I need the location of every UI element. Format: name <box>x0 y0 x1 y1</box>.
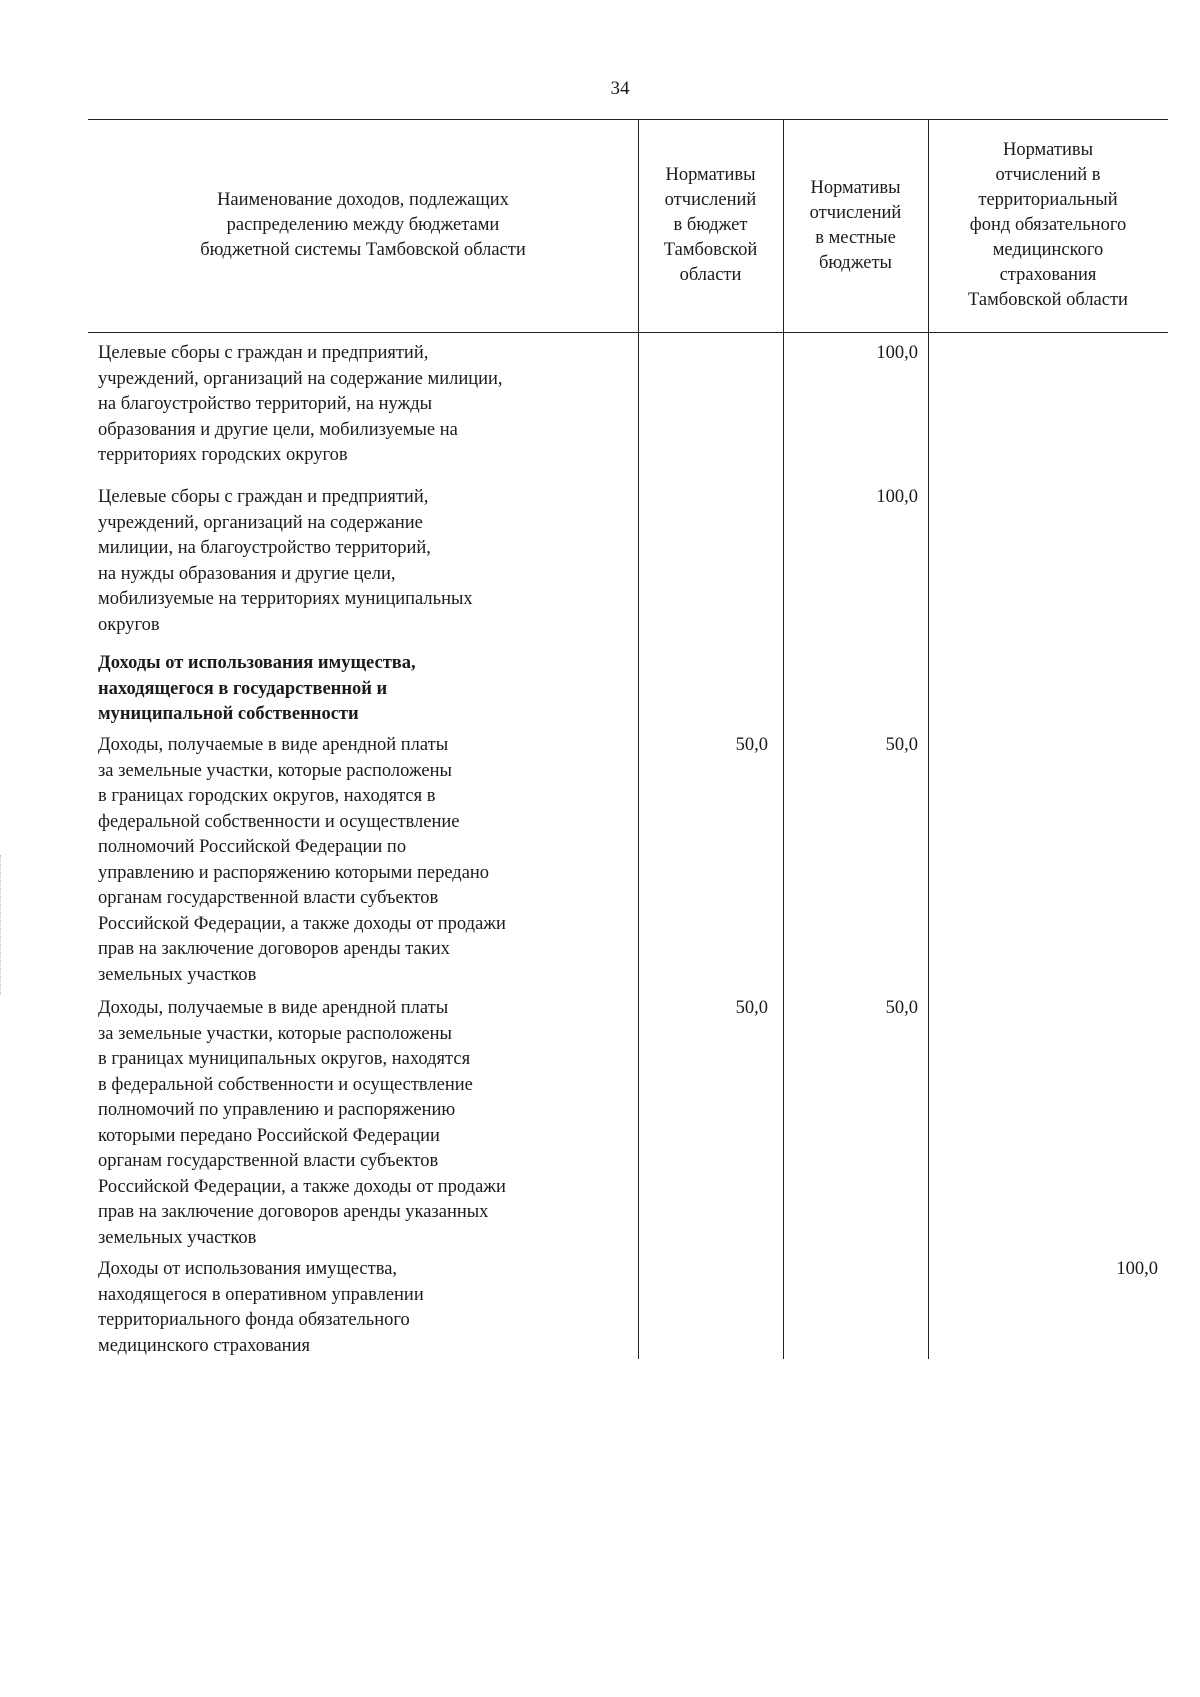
header-local-budgets: Нормативы отчислений в местные бюджеты <box>809 177 902 273</box>
row-income-name: Целевые сборы с граждан и предприятий, учреждений, организаций на содержание милиции, на благоустройство территорий, на нужды образования и другие цели, мобилизуемые на территориях муниципальных округов <box>98 487 473 635</box>
section-heading: Доходы от использования имущества, находящегося в государственной и муниципальной собственности <box>98 653 416 724</box>
header-regional-budget: Нормативы отчислений в бюджет Тамбовской области <box>663 165 758 285</box>
row-local-value: 100,0 <box>876 487 918 507</box>
header-insurance-fund: Нормативы отчислений в территориальный фонд обязательного медицинского страхования Тамбовской области <box>968 140 1128 310</box>
row-regional-value: 50,0 <box>735 735 768 755</box>
header-bottom-border <box>88 332 1168 333</box>
row-local-value: 100,0 <box>876 343 918 363</box>
row-local-value: 50,0 <box>885 998 918 1018</box>
scan-margin-specks <box>0 855 21 995</box>
row-income-name: Доходы от использования имущества, находящегося в оперативном управлении территориального фонда обязательного медицинского страхования <box>98 1259 424 1356</box>
row-regional-value: 50,0 <box>735 998 768 1018</box>
row-income-name: Доходы, получаемые в виде арендной платы за земельные участки, которые расположены в границах городских округов, находятся в федеральной собственности и осуществление полномочий Российской Федерации по управлению и распоряжению которыми передано органам государственной власти субъектов Российской Федерации, а также доходы от продажи прав на заключение договоров аренды таких земельных участков <box>98 735 506 985</box>
row-local-value: 50,0 <box>885 735 918 755</box>
header-income-name: Наименование доходов, подлежащих распределению между бюджетами бюджетной системы Тамбовской области <box>200 190 526 260</box>
row-income-name: Доходы, получаемые в виде арендной платы за земельные участки, которые расположены в границах муниципальных округов, находятся в федеральной собственности и осуществление полномочий по управлению и распоряжению которыми передано Российской Федерации органам государственной власти субъектов Российской Федерации, а также доходы от продажи прав на заключение договоров аренды указанных земельных участков <box>98 998 506 1248</box>
page-number: 34 <box>610 78 630 99</box>
row-income-name: Целевые сборы с граждан и предприятий, учреждений, организаций на содержание милиции, на благоустройство территорий, на нужды образования и другие цели, мобилизуемые на территориях городских округов <box>98 343 503 465</box>
row-fund-value: 100,0 <box>1116 1259 1158 1279</box>
